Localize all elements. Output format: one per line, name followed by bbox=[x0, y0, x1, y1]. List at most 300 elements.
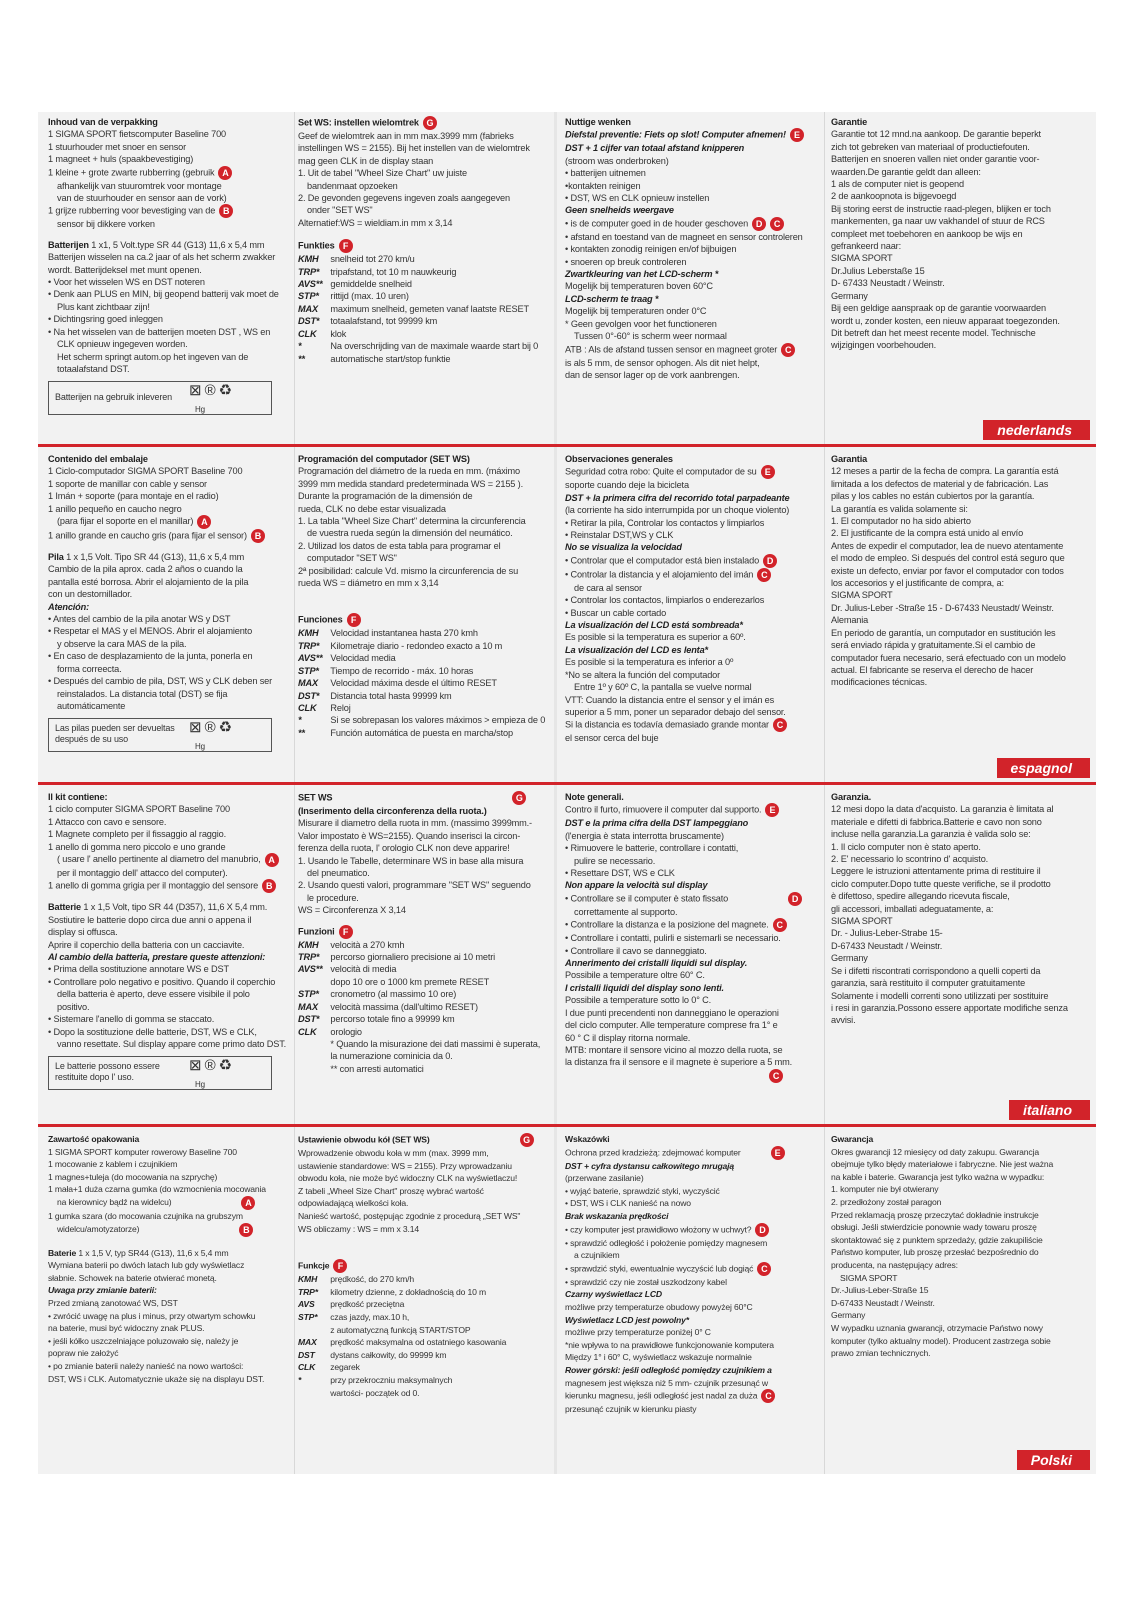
text-line: WS = Circonferenza X 3,14 bbox=[298, 905, 406, 916]
text-line: vanno resettate. Sul display appare come primo dato DST. bbox=[57, 1038, 287, 1049]
text-line: • Prima della sostituzione annotare WS e DST bbox=[48, 964, 229, 975]
text-line: Seguridad cotra robo: Quite el computador de su E bbox=[565, 465, 823, 479]
function-row bbox=[298, 939, 554, 951]
text-line: na baterie, musi być widoczny znak PLUS. bbox=[48, 1323, 205, 1334]
text-line: VTT: Cuando la distancia entre el sensor y el imán es bbox=[565, 694, 775, 705]
function-key: * bbox=[298, 1374, 302, 1385]
text-line: • Buscar un cable cortado bbox=[565, 607, 667, 618]
text-line: reinstalados. La distancia total (DST) se fija bbox=[57, 688, 228, 699]
text-line: • Controllare il cavo se danneggiato. bbox=[565, 945, 707, 956]
function-desc: prędkość, do 270 km/h bbox=[330, 1274, 415, 1285]
text-line: • batterijen uitnemen bbox=[565, 168, 646, 179]
nl-contents-column bbox=[48, 116, 288, 415]
function-key: KMH bbox=[298, 1274, 318, 1285]
text-line: na kable i baterie. Gwarancja jest tylko ważna w wypadku: bbox=[831, 1171, 1045, 1182]
function-key: MAX bbox=[298, 1001, 318, 1012]
text-line: • czy komputer jest prawidłowo włożony w uchwyt? D bbox=[565, 1223, 823, 1237]
nl-tips-column bbox=[565, 116, 823, 381]
text-line: Possibile a temperature oltre 60° C. bbox=[565, 970, 705, 981]
text-line: • Controlar la distancia y el alojamiento del imán C bbox=[565, 568, 823, 582]
badge-d: D bbox=[763, 554, 777, 568]
text-line: popraw nie założyć bbox=[48, 1348, 119, 1359]
function-desc: * Quando la misurazione dei dati massimi è superata, bbox=[330, 1038, 541, 1049]
text-line: No se visualiza la velocidad bbox=[565, 542, 682, 553]
function-row bbox=[298, 1050, 554, 1062]
text-line: Dit betreft dan het meest recente model. Technische bbox=[831, 327, 1036, 338]
function-desc: Función automática de puesta en marcha/stop bbox=[330, 727, 513, 738]
battery-disposal-text: Batterijen na gebruik inleveren bbox=[55, 392, 172, 403]
function-row bbox=[298, 627, 554, 639]
text-line: computador "SET WS" bbox=[307, 553, 397, 564]
text-line: prawo zmian technicznych. bbox=[831, 1348, 931, 1359]
function-key: MAX bbox=[298, 303, 318, 314]
badge-c: C bbox=[761, 1389, 775, 1403]
function-row bbox=[298, 1001, 554, 1013]
function-key: AVS** bbox=[298, 653, 323, 664]
text-line: 1. komputer nie był otwierany bbox=[831, 1184, 939, 1195]
text-line: Funciones F bbox=[298, 613, 554, 627]
recycle-icons: ⊠®♻ bbox=[189, 719, 236, 737]
function-key: STP* bbox=[298, 989, 319, 1000]
badge-e: E bbox=[790, 128, 804, 142]
badge-b: B bbox=[262, 879, 276, 893]
function-row bbox=[298, 1311, 554, 1324]
text-line: obwodu koła, nie może być widoczny CLK na wyświetlaczu! bbox=[298, 1173, 518, 1184]
function-desc: maximum snelheid, gemeten vanaf laatste RESET bbox=[330, 303, 529, 314]
text-line: Zwartkleuring van het LCD-scherm * bbox=[565, 269, 719, 280]
text-line: Mogelijk bij temperaturen boven 60°C bbox=[565, 281, 713, 292]
text-line: rueda WS = diámetro en mm x 3,14 bbox=[298, 578, 439, 589]
function-key: KMH bbox=[298, 939, 319, 950]
text-line: • Resettare DST, WS e CLK bbox=[565, 868, 675, 879]
badge-c: C bbox=[770, 217, 784, 231]
text-line: existe un defecto, enviar por favor el computador con todos bbox=[831, 565, 1064, 576]
badge-f: F bbox=[339, 239, 353, 253]
es-set-ws-column bbox=[298, 453, 554, 739]
function-key: CLK bbox=[298, 702, 317, 713]
badge-a: A bbox=[241, 1196, 255, 1210]
text-line: display si offusca. bbox=[48, 927, 118, 938]
function-desc: prędkość maksymalna od ostatniego kasowania bbox=[330, 1337, 507, 1348]
function-desc: Distancia total hasta 99999 km bbox=[330, 690, 452, 701]
text-line: de vuestra rueda según la dimensión del neumático. bbox=[307, 528, 513, 539]
text-line: è difettoso, spedire allegando ricevuta fiscale, bbox=[831, 891, 1010, 902]
text-line: Bij een geldige aanspraak op de garantie voorwaarden bbox=[831, 303, 1046, 314]
text-line: soporte cuando deje la bicicleta bbox=[565, 480, 689, 491]
text-line: 1 kleine + grote zwarte rubberring (gebruik A bbox=[48, 166, 288, 180]
text-line: Alternatief:WS = wieldiam.in mm x 3,14 bbox=[298, 217, 453, 228]
function-desc: tripafstand, tot 10 m nauwkeurig bbox=[330, 266, 457, 277]
text-line: Batterijen en snoeren vallen niet onder garantie voor- bbox=[831, 154, 1040, 165]
text-line: DST, WS i CLK. Automatycznie ukaże się na displayu DST. bbox=[48, 1373, 265, 1384]
language-tab-espagnol: espagnol bbox=[997, 758, 1090, 778]
function-desc: Velocidad máxima desde el último RESET bbox=[330, 678, 497, 689]
function-row bbox=[298, 702, 554, 714]
text-line: • jeśli kółko uszczelniające poluzowało się, należy je bbox=[48, 1335, 239, 1346]
function-desc: prędkość przeciętna bbox=[330, 1299, 405, 1310]
section-polski bbox=[38, 1124, 1096, 1474]
text-line: totaalafstand DST. bbox=[57, 363, 130, 374]
pl-contents-heading: Zawartość opakowania bbox=[48, 1134, 140, 1144]
text-line: ustawienie standardowe: WS = 2155). Przy wprowadzaniu bbox=[298, 1160, 512, 1171]
battery-disposal-box bbox=[48, 381, 272, 415]
language-tab-nederlands: nederlands bbox=[983, 420, 1090, 440]
text-line: será enviado rápida y gratuitamente.Si el cambio de bbox=[831, 640, 1036, 651]
badge-c: C bbox=[757, 568, 771, 582]
text-line: skontaktować się z punktem sprzedaży, gdzie zakupiliście bbox=[831, 1234, 1043, 1245]
function-row bbox=[298, 951, 554, 963]
function-desc: velocità a 270 kmh bbox=[330, 939, 405, 950]
text-line: Alemania bbox=[831, 615, 869, 626]
text-line: Ustawienie obwodu kół (SET WS) G bbox=[298, 1133, 554, 1147]
text-line: obsługi. Jeśli stwierdzicie ponownie wady towaru proszę bbox=[831, 1222, 1037, 1233]
it-contents-heading: Il kit contiene: bbox=[48, 792, 108, 802]
function-row bbox=[298, 665, 554, 677]
badge-e: E bbox=[761, 465, 775, 479]
text-line: producenta, na następujący adres: bbox=[831, 1259, 958, 1270]
text-line: Rower górski: jeśli odległość pomiędzy czujnikiem a bbox=[565, 1364, 772, 1375]
text-line: onder "SET WS" bbox=[307, 205, 373, 216]
text-line: Valor impostato è WS=2155). Quando inserisci la circon- bbox=[298, 830, 521, 841]
function-key: TRP* bbox=[298, 952, 320, 963]
function-desc: z automatyczną funkcją START/STOP bbox=[330, 1324, 471, 1335]
text-line: 1. El computador no ha sido abierto bbox=[831, 516, 971, 527]
text-line: avvisi. bbox=[831, 1015, 856, 1026]
text-line: Geen snelheids weergave bbox=[565, 205, 674, 216]
text-line: 3999 mm medida standard predeterminada WS = 2155 ). bbox=[298, 478, 523, 489]
text-line: możliwe przy temperaturze poniżej 0° C bbox=[565, 1327, 711, 1338]
text-line: magnesem jest większa niż 5 mm- czujnik przesunąć w bbox=[565, 1377, 768, 1388]
text-line: • Reinstalar DST,WS y CLK bbox=[565, 530, 674, 541]
text-line: Bij storing eerst de instructie raad-plegen, blijken er toch bbox=[831, 203, 1051, 214]
text-line: 1 SIGMA SPORT komputer rowerowy Baseline 700 bbox=[48, 1146, 237, 1157]
function-key: DST* bbox=[298, 690, 320, 701]
text-line: 2. E' necessario lo scontrino d' acquisto. bbox=[831, 854, 989, 865]
text-line: el modo de empleo. Si después del control está seguro que bbox=[831, 553, 1065, 564]
text-line: • Controllare se il computer è stato fissato D bbox=[565, 892, 823, 906]
badge-e: E bbox=[771, 1146, 785, 1160]
text-line: Dr. Julius-Leber -Straße 15 - D-67433 Neustadt/ Weinstr. bbox=[831, 602, 1054, 613]
text-line: DST + cyfra dystansu całkowitego mrugają bbox=[565, 1160, 735, 1171]
text-line: WS obliczamy : WS = mm x 3.14 bbox=[298, 1223, 420, 1234]
text-line: los accesorios y el justificante de compra, a: bbox=[831, 578, 1004, 589]
text-line: * Geen gevolgen voor het functioneren bbox=[565, 318, 717, 329]
text-line: (l'energia è stata interrotta bruscamente) bbox=[565, 830, 724, 841]
text-line: Uwaga przy zmianie baterii: bbox=[48, 1285, 157, 1296]
function-row bbox=[298, 727, 554, 739]
text-line: • po zmianie baterii należy nanieść na nowo wartości: bbox=[48, 1360, 244, 1371]
text-line: 1 als de computer niet is geopend bbox=[831, 179, 964, 190]
text-line: SET WS G bbox=[298, 791, 554, 805]
function-key: AVS** bbox=[298, 279, 323, 290]
text-line: 1. Il ciclo computer non è stato aperto. bbox=[831, 841, 981, 852]
es-contents-heading: Contenido del embalaje bbox=[48, 454, 148, 464]
function-desc: Kilometraje diario - redondeo exacto a 10 m bbox=[330, 640, 503, 651]
badge-f: F bbox=[333, 1259, 347, 1273]
function-desc: la numerazione cominicia da 0. bbox=[330, 1051, 453, 1062]
text-line: DST + la primera cifra del recorrido total parpadeante bbox=[565, 492, 790, 503]
function-desc: Na overschrijding van de maximale waarde start bij 0 bbox=[330, 341, 539, 352]
function-row bbox=[298, 1336, 554, 1349]
text-line: 1 anillo grande en caucho gris (para fijar el sensor) B bbox=[48, 529, 288, 543]
text-line: Batterijen 1 x1, 5 Volt.type SR 44 (G13) 11,6 x 5,4 mm bbox=[48, 239, 265, 250]
es-set-ws-heading: Programación del computador (SET WS) bbox=[298, 454, 470, 464]
text-line: van de stuurhouder en sensor aan de vork) bbox=[57, 193, 227, 204]
text-line: • Dichtingsring goed inleggen bbox=[48, 314, 163, 325]
function-key: TRP* bbox=[298, 1286, 318, 1297]
text-line: • sprawdzić odległość i położenie pomiędzy magnesem bbox=[565, 1237, 768, 1248]
text-line: instellingen WS = 2155). Bij het instellen van de wielomtrek bbox=[298, 143, 530, 154]
text-line: •kontakten reinigen bbox=[565, 180, 641, 191]
text-line: wijzigingen voorbehouden. bbox=[831, 340, 937, 351]
text-line: Funkcje F bbox=[298, 1259, 554, 1273]
text-line: Solamente i modelli correnti sono utilizzati per sostituire bbox=[831, 990, 1049, 1001]
text-line: SIGMA SPORT bbox=[831, 916, 893, 927]
text-line: Wyświetlacz LCD jest powolny* bbox=[565, 1314, 689, 1325]
function-row bbox=[298, 1349, 554, 1362]
text-line: SIGMA SPORT bbox=[831, 253, 893, 264]
function-key: DST* bbox=[298, 1014, 320, 1025]
text-line: • Controlar que el computador está bien instalado D bbox=[565, 554, 823, 568]
text-line: gefrankeerd naar: bbox=[831, 241, 901, 252]
nl-set-ws-column bbox=[298, 116, 554, 365]
function-key: TRP* bbox=[298, 640, 320, 651]
function-key: MAX bbox=[298, 678, 318, 689]
text-line: Funkties F bbox=[298, 239, 554, 253]
text-line: SIGMA SPORT bbox=[831, 590, 893, 601]
pl-set-ws-column bbox=[298, 1133, 554, 1399]
function-key: STP* bbox=[298, 665, 319, 676]
text-line: 1 Attacco con cavo e sensore. bbox=[48, 816, 167, 827]
text-line: komputer (tylko aktualny model). Producent zastrzega sobie bbox=[831, 1335, 1051, 1346]
text-line: 2ª posibilidad: calcule Vd. mismo la circunferencia de su bbox=[298, 565, 519, 576]
text-line: • is de computer goed in de houder geschoven D C bbox=[565, 217, 823, 231]
text-line: 12 meses a partir de la fecha de compra. La garantía está bbox=[831, 466, 1059, 477]
text-line: 2 de aankoopnota is bijgevoegd bbox=[831, 191, 957, 202]
text-line: Si la distancia es todavía demasiado grande montar C bbox=[565, 718, 823, 732]
text-line: • afstand en toestand van de magneet en sensor controleren bbox=[565, 231, 803, 242]
text-line: *No se altera la función del computador bbox=[565, 669, 721, 680]
function-row bbox=[298, 315, 554, 327]
function-key: MAX bbox=[298, 1337, 317, 1348]
battery-disposal-box bbox=[48, 718, 272, 752]
text-line: I cristalli liquidi del display sono lenti. bbox=[565, 982, 724, 993]
badge-f: F bbox=[339, 925, 353, 939]
text-line: 1. Usando le Tabelle, determinare WS in base alla misura bbox=[298, 855, 524, 866]
text-line: odpowiadającą wielkości koła. bbox=[298, 1198, 409, 1209]
function-row bbox=[298, 1038, 554, 1050]
text-line: 1 anillo pequeño en caucho negro bbox=[48, 503, 182, 514]
text-line: na kierownicy bądź na widelcu) A bbox=[48, 1196, 288, 1210]
text-line: 2. Usando questi valori, programmare "SET WS" seguendo bbox=[298, 880, 531, 891]
text-line: Baterie 1 x 1,5 V, typ SR44 (G13), 11,6 x 5,4 mm bbox=[48, 1247, 229, 1258]
text-line: 1 SIGMA SPORT fietscomputer Baseline 700 bbox=[48, 129, 227, 140]
text-line: sensor bij dikkere vorken bbox=[57, 219, 155, 230]
badge-b: B bbox=[239, 1223, 253, 1237]
badge-f: F bbox=[347, 613, 361, 627]
text-line: mag geen CLK in de display staan bbox=[298, 155, 434, 166]
function-row bbox=[298, 652, 554, 664]
text-line: (stroom was onderbroken) bbox=[565, 155, 669, 166]
function-desc: ** con arresti automatici bbox=[330, 1063, 424, 1074]
function-desc: dopo 10 ore o 1000 km premete RESET bbox=[330, 976, 490, 987]
text-line: • wyjąć baterie, sprawdzić styki, wyczyścić bbox=[565, 1185, 720, 1196]
text-line: • Controllare la distanza e la posizione del magnete. C bbox=[565, 918, 823, 932]
nl-warranty-heading: Garantie bbox=[831, 117, 868, 127]
text-line: La garantía es valida solamente si: bbox=[831, 503, 968, 514]
badge-c: C bbox=[769, 1069, 783, 1083]
text-line: is als 5 mm, de sensor ophogen. Als dit niet helpt, bbox=[565, 357, 760, 368]
function-key: * bbox=[298, 341, 302, 352]
text-line: Funzioni F bbox=[298, 925, 554, 939]
pl-warranty-column bbox=[831, 1133, 1087, 1360]
text-line: Es posible si la temperatura es inferior a 0º bbox=[565, 657, 734, 668]
function-desc: Tiempo de recorrido - máx. 10 horas bbox=[330, 665, 474, 676]
text-line: Non appare la velocità sul display bbox=[565, 880, 708, 891]
language-tab-italiano: italiano bbox=[1009, 1100, 1090, 1120]
text-line: bandenmaat opzoeken bbox=[307, 180, 398, 191]
text-line: ferenza della ruota, l' orologio CLK non deve apparire! bbox=[298, 843, 510, 854]
text-line: SIGMA SPORT bbox=[840, 1272, 898, 1283]
it-tips-heading: Note generali. bbox=[565, 792, 624, 802]
pl-contents-column bbox=[48, 1133, 288, 1385]
text-line: Al cambio della batteria, prestare queste attenzioni: bbox=[48, 952, 266, 963]
badge-b: B bbox=[251, 529, 265, 543]
function-row bbox=[298, 1361, 554, 1374]
text-line: pulire se necessario. bbox=[574, 855, 656, 866]
function-desc: velocità massima (dall'ultimo RESET) bbox=[330, 1001, 478, 1012]
function-key: STP* bbox=[298, 1311, 318, 1322]
text-line: • Rimuovere le batterie, controllare i contatti, bbox=[565, 843, 739, 854]
text-line: • Antes del cambio de la pila anotar WS y DST bbox=[48, 614, 231, 625]
text-line: Batterie 1 x 1,5 Volt, tipo SR 44 (D357), 11,6 X 5,4 mm. bbox=[48, 902, 268, 913]
badge-a: A bbox=[265, 853, 279, 867]
text-line: Czarny wyświetlacz LCD bbox=[565, 1289, 662, 1300]
function-desc: cronometro (al massimo 10 ore) bbox=[330, 989, 457, 1000]
function-row bbox=[298, 1026, 554, 1038]
text-line: Leggere le istruzioni attentamente prima di restituire il bbox=[831, 866, 1041, 877]
text-line: Misurare il diametro della ruota in mm. (massimo 3999mm.- bbox=[298, 818, 532, 829]
battery-disposal-box bbox=[48, 1056, 272, 1090]
text-line: ATB : Als de afstand tussen sensor en magneet groter C bbox=[565, 343, 823, 357]
text-line: Antes de expedir el computador, lea de nuevo atentamente bbox=[831, 540, 1064, 551]
manual-sheet bbox=[38, 112, 1096, 1474]
text-line: computador fuera necesario, será efectuado con un modelo bbox=[831, 652, 1066, 663]
text-line: compleet met toebehoren en aankoop be wijs en bbox=[831, 228, 1023, 239]
function-key: DST bbox=[298, 1349, 315, 1360]
badge-e: E bbox=[765, 803, 779, 817]
text-line: • kontakten zonodig reinigen en/of bijbuigen bbox=[565, 244, 737, 255]
text-line: • Controlar los contactos, limpiarlos o enderezarlos bbox=[565, 595, 765, 606]
text-line: Set WS: instellen wielomtrek G bbox=[298, 116, 554, 130]
text-line: D-67433 Neustadt / Weinstr. bbox=[831, 940, 943, 951]
text-line: positivo. bbox=[57, 1001, 90, 1012]
text-line: 1 stuurhouder met snoer en sensor bbox=[48, 141, 187, 152]
function-key: CLK bbox=[298, 328, 317, 339]
text-line: i resi in garanzia.Possono essere apportate modifiche senza bbox=[831, 1002, 1068, 1013]
text-line: automáticamente bbox=[57, 700, 126, 711]
text-line: per il montaggio dell' attacco del computer). bbox=[57, 868, 228, 879]
text-line: Przed zmianą zanotować WS, DST bbox=[48, 1297, 178, 1308]
badge-g: G bbox=[423, 116, 437, 130]
text-line: Okres gwarancji 12 miesięcy od daty zakupu. Gwarancja bbox=[831, 1146, 1039, 1157]
pl-warranty-heading: Gwarancja bbox=[831, 1134, 874, 1144]
text-line: (para fijar el soporte en el manillar) A bbox=[48, 515, 288, 529]
text-line: • Sistemare l'anello di gomma se staccato. bbox=[48, 1014, 215, 1025]
es-contents-column bbox=[48, 453, 288, 752]
pl-tips-heading: Wskazówki bbox=[565, 1134, 610, 1144]
text-line: Dr. - Julius-Leber-Strabe 15- bbox=[831, 928, 943, 939]
text-line: Atención: bbox=[48, 601, 90, 612]
function-row bbox=[298, 640, 554, 652]
function-key: KMH bbox=[298, 628, 319, 639]
function-desc: Si se sobrepasan los valores máximos > empieza de 0 bbox=[330, 715, 546, 726]
text-line: Tussen 0°-60° is scherm weer normaal bbox=[574, 331, 727, 342]
text-line: Durante la programación de la dimensión de bbox=[298, 491, 473, 502]
text-line: 1 anello di gomma nero piccolo e uno grande bbox=[48, 841, 226, 852]
text-line: widelcu/amotyzatorze) B bbox=[48, 1223, 288, 1237]
function-desc: zegarek bbox=[330, 1362, 360, 1373]
function-row bbox=[298, 1273, 554, 1286]
text-line: • Dopo la sostituzione delle batterie, DST, WS e CLK, bbox=[48, 1026, 257, 1037]
text-line: 1 Imán + soporte (para montaje en el radio) bbox=[48, 491, 219, 502]
text-line: Programación del diámetro de la rueda en mm. (máximo bbox=[298, 466, 520, 477]
text-line: 1. Uit de tabel "Wheel Size Chart" uw juiste bbox=[298, 168, 467, 179]
function-desc: czas jazdy, max.10 h, bbox=[330, 1311, 410, 1322]
text-line: 2. Utilizad los datos de esta tabla para programar el bbox=[298, 540, 501, 551]
text-line: • snoeren op breuk controleren bbox=[565, 256, 687, 267]
function-row bbox=[298, 1286, 554, 1299]
text-line: afhankelijk van stuuromtrek voor montage bbox=[57, 180, 222, 191]
text-line: Germany bbox=[831, 953, 868, 964]
text-line: superior a 5 mm, poner un separador debajo del sensor. bbox=[565, 706, 786, 717]
text-line: della batteria è aperto, deve essere visibile il polo bbox=[57, 989, 250, 1000]
function-row bbox=[298, 1063, 554, 1075]
badge-c: C bbox=[773, 718, 787, 732]
text-line: zich tot gebreken van materiaal of productiefouten. bbox=[831, 141, 1030, 152]
text-line: pilas y los cables no están cubiertos por la garantía. bbox=[831, 491, 1035, 502]
text-line: DST e la prima cifra della DST lampeggiano bbox=[565, 818, 749, 829]
function-row bbox=[298, 253, 554, 265]
text-line: 1 anello di gomma grigia per il montaggio del sensore B bbox=[48, 879, 288, 893]
text-line: (la corriente ha sido interrumpida por un choque violento) bbox=[565, 505, 790, 516]
function-row bbox=[298, 290, 554, 302]
text-line: correttamente al supporto. bbox=[574, 906, 678, 917]
text-line: wordt u, zonder kosten, een nieuw apparaat toegezonden. bbox=[831, 315, 1060, 326]
function-row bbox=[298, 976, 554, 988]
text-line: Dr.-Julius-Leber-Straße 15 bbox=[831, 1285, 929, 1296]
function-desc: snelheid tot 270 km/u bbox=[330, 254, 415, 265]
text-line: 1 ciclo computer SIGMA SPORT Baseline 700 bbox=[48, 804, 230, 815]
hg-label: Hg bbox=[195, 1080, 205, 1090]
text-line: 1 magneet + huls (spaakbevestiging) bbox=[48, 154, 194, 165]
badge-d: D bbox=[755, 1223, 769, 1237]
text-line: de cara al sensor bbox=[574, 582, 642, 593]
text-line: 1 gumka szara (do mocowania czujnika na grubszym bbox=[48, 1210, 243, 1221]
text-line: słabnie. Schowek na baterie otwierać monetą. bbox=[48, 1272, 217, 1283]
text-line: gli accessori, imballati adeguatamente, a: bbox=[831, 903, 994, 914]
text-line: 1 Ciclo-computador SIGMA SPORT Baseline 700 bbox=[48, 466, 243, 477]
function-desc: gemiddelde snelheid bbox=[330, 279, 412, 290]
function-desc: totaalafstand, tot 99999 km bbox=[330, 316, 438, 327]
function-desc: Velocidad media bbox=[330, 653, 396, 664]
it-set-ws-column bbox=[298, 791, 554, 1075]
text-line: Annerimento dei cristalli liquidi sul display. bbox=[565, 958, 748, 969]
function-desc: velocità di media bbox=[330, 964, 397, 975]
es-functions-list bbox=[298, 627, 554, 739]
badge-b: B bbox=[219, 204, 233, 218]
it-warranty-heading: Garanzia. bbox=[831, 792, 872, 802]
